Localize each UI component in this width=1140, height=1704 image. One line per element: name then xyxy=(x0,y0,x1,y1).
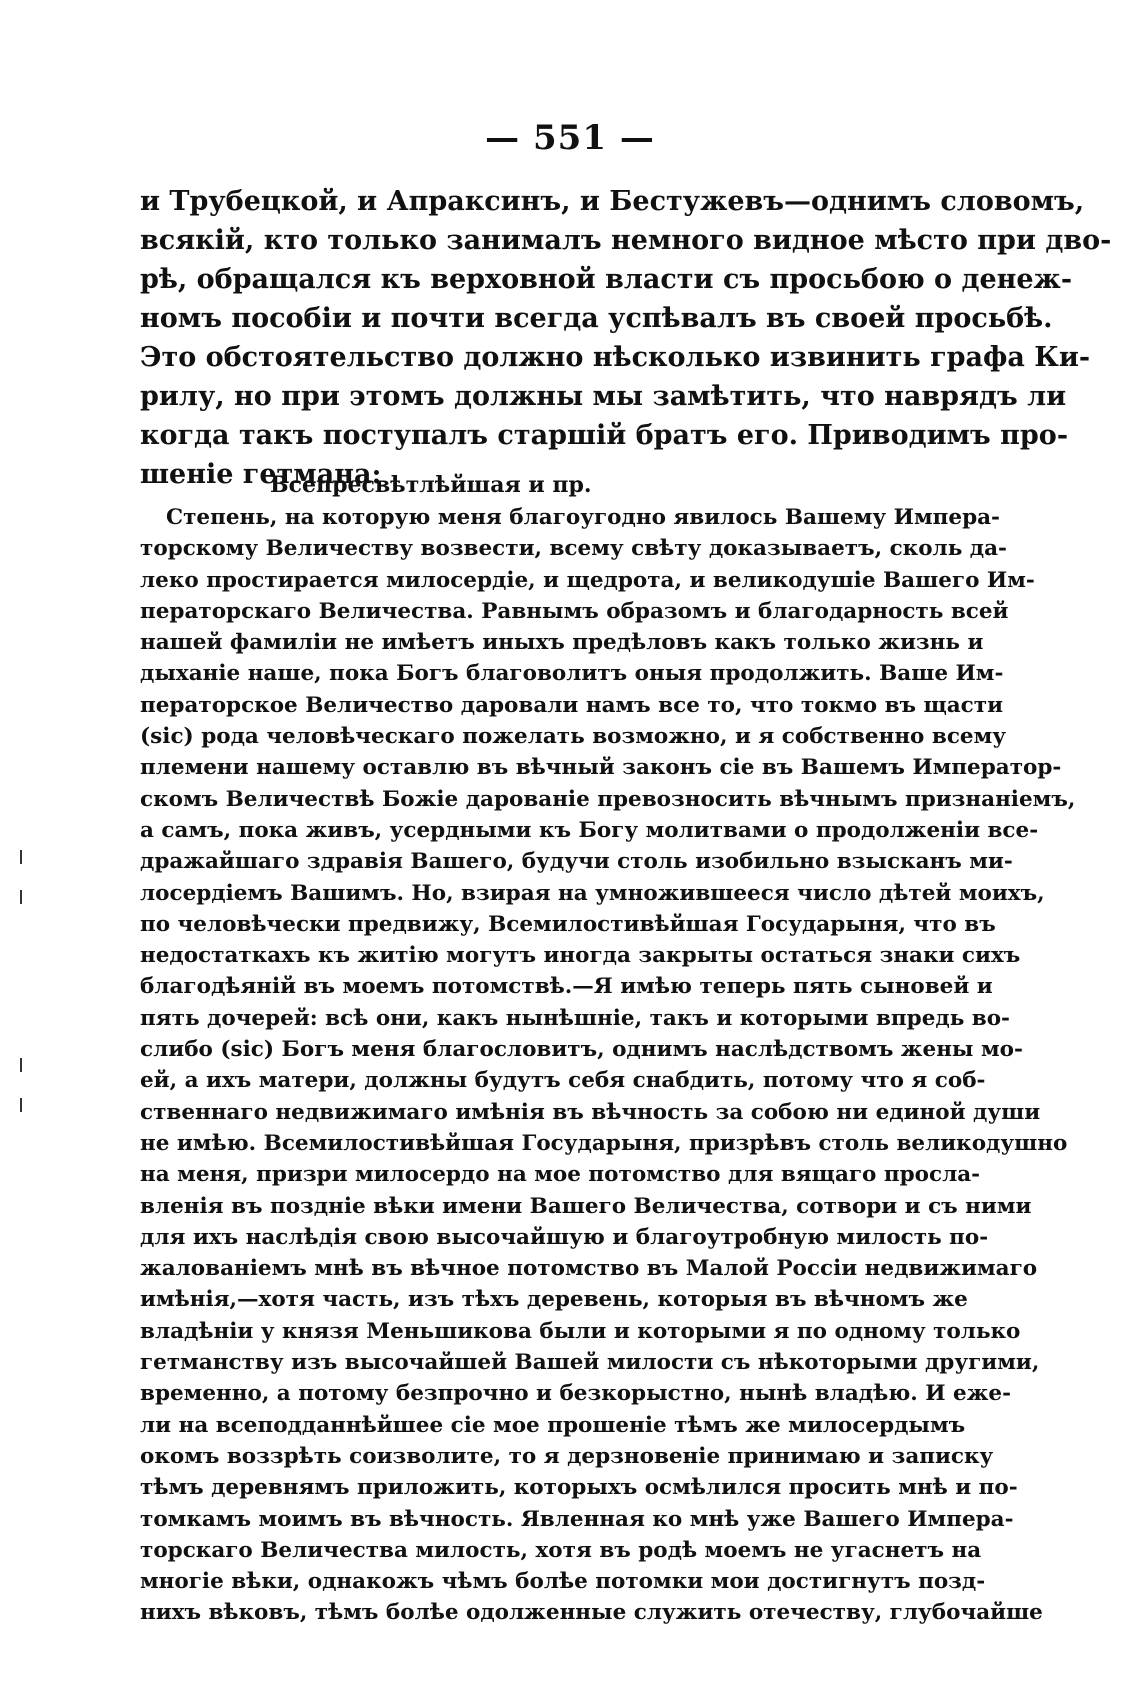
text-line: дражайшаго здравія Вашего, будучи столь изобильно взысканъ ми- xyxy=(140,849,1013,875)
petition-salutation: Всепресвѣтлѣйшая и пр. xyxy=(270,472,592,498)
text-line: лосердіемъ Вашимъ. Но, взирая на умножившееся число дѣтей моихъ, xyxy=(140,880,1045,906)
text-line: дыханіе наше, пока Богъ благоволитъ оныя продолжить. Ваше Им- xyxy=(140,661,1004,687)
text-line: имѣнія,—хотя часть, изъ тѣхъ деревень, которыя въ вѣчномъ же xyxy=(140,1287,968,1313)
text-line: временно, а потому безпрочно и безкорыстно, нынѣ владѣю. И еже- xyxy=(140,1381,1012,1407)
text-line: торскаго Величества милость, хотя въ родѣ моемъ не угаснетъ на xyxy=(140,1537,982,1563)
margin-mark xyxy=(20,850,22,864)
text-line: благодѣяній въ моемъ потомствѣ.—Я имѣю теперь пять сыновей и xyxy=(140,974,993,1000)
text-line: Степень, на которую меня благоугодно явилось Вашему Импера- xyxy=(166,505,1000,530)
text-line: когда такъ поступалъ старшій братъ его. Приводимъ про- xyxy=(140,420,1069,451)
text-line: торскому Величеству возвести, всему свѣту доказываетъ, сколь да- xyxy=(140,536,1007,562)
text-line: недостаткахъ къ житію могутъ иногда закрыты остаться знаки сихъ xyxy=(140,943,1021,969)
text-line: (sic) рода человѣческаго пожелать возможно, и я собственно всему xyxy=(140,724,1007,750)
text-line: по человѣчески предвижу, Всемилостивѣйшая Государыня, что въ xyxy=(140,911,996,937)
intro-paragraph xyxy=(140,182,1112,494)
text-line: тѣмъ деревнямъ приложить, которыхъ осмѣлился просить мнѣ и по- xyxy=(140,1475,1018,1501)
text-line: владѣніи у князя Меньшикова были и которыми я по одному только xyxy=(140,1318,1021,1344)
text-line: рилу, но при этомъ должны мы замѣтить, что наврядъ ли xyxy=(140,381,1067,412)
text-line: ператорскаго Величества. Равнымъ образомъ и благодарность всей xyxy=(140,598,1009,624)
text-line: нашей фамиліи не имѣетъ иныхъ предѣловъ какъ только жизнь и xyxy=(140,630,984,656)
page-number: — 551 — xyxy=(485,118,655,158)
text-line: ли на всеподданнѣйшее сіе мое прошеніе тѣмъ же милосердымъ xyxy=(140,1412,966,1438)
text-line: не имѣю. Всемилостивѣйшая Государыня, призрѣвъ столь великодушно xyxy=(140,1130,1068,1156)
text-line: Это обстоятельство должно нѣсколько извинить графа Ки- xyxy=(140,342,1091,373)
margin-mark xyxy=(20,1098,22,1112)
petition-text xyxy=(140,502,1076,1629)
text-line: шеніе гетмана: xyxy=(140,459,382,490)
text-line: ственнаго недвижимаго имѣнія въ вѣчность за собою ни единой души xyxy=(140,1099,1041,1125)
text-line: гетманству изъ высочайшей Вашей милости съ нѣкоторыми другими, xyxy=(140,1350,1040,1376)
text-line: ператорское Величество даровали намъ все то, что токмо въ щасти xyxy=(140,692,1004,718)
text-line: нихъ вѣковъ, тѣмъ болѣе одолженные служить отечеству, глубочайше xyxy=(140,1600,1043,1626)
text-line: пять дочерей: всѣ они, какъ нынѣшніе, такъ и которыми впредь во- xyxy=(140,1005,1010,1031)
margin-mark xyxy=(20,1058,22,1072)
text-line: для ихъ наслѣдія свою высочайшую и благоутробную милость по- xyxy=(140,1224,989,1250)
text-line: томкамъ моимъ въ вѣчность. Явленная ко мнѣ уже Вашего Импера- xyxy=(140,1506,1014,1532)
text-line: жалованіемъ мнѣ въ вѣчное потомство въ Малой Россіи недвижимаго xyxy=(140,1256,1038,1282)
text-line: ей, а ихъ матери, должны будутъ себя снабдить, потому что я соб- xyxy=(140,1068,986,1094)
text-line: многіе вѣки, однакожъ чѣмъ болѣе потомки мои достигнутъ позд- xyxy=(140,1569,986,1595)
margin-mark xyxy=(20,890,22,904)
text-line: слибо (sic) Богъ меня благословитъ, однимъ наслѣдствомъ жены мо- xyxy=(140,1037,1023,1063)
text-line: скомъ Величествѣ Божіе дарованіе превозносить вѣчнымъ признаніемъ, xyxy=(140,786,1076,812)
text-line: а самъ, пока живъ, усердными къ Богу молитвами о продолженіи все- xyxy=(140,817,1039,843)
text-line: окомъ воззрѣть соизволите, то я дерзновеніе принимаю и записку xyxy=(140,1443,994,1469)
text-line: племени нашему оставлю въ вѣчный законъ сіе въ Вашемъ Император- xyxy=(140,755,1062,781)
text-line: и Трубецкой, и Апраксинъ, и Бестужевъ—однимъ словомъ, xyxy=(140,186,1085,217)
text-line: вленія въ поздніе вѣки имени Вашего Величества, сотвори и съ ними xyxy=(140,1193,1032,1219)
text-line: номъ пособіи и почти всегда успѣвалъ въ своей просьбѣ. xyxy=(140,303,1053,334)
text-line: на меня, призри милосердо на мое потомство для вящаго просла- xyxy=(140,1162,981,1188)
text-line: всякій, кто только занималъ немного видное мѣсто при дво- xyxy=(140,225,1112,256)
text-line: леко простирается милосердіе, и щедрота, и великодушіе Вашего Им- xyxy=(140,567,1035,593)
text-line: рѣ, обращался къ верховной власти съ просьбою о денеж- xyxy=(140,264,1073,295)
